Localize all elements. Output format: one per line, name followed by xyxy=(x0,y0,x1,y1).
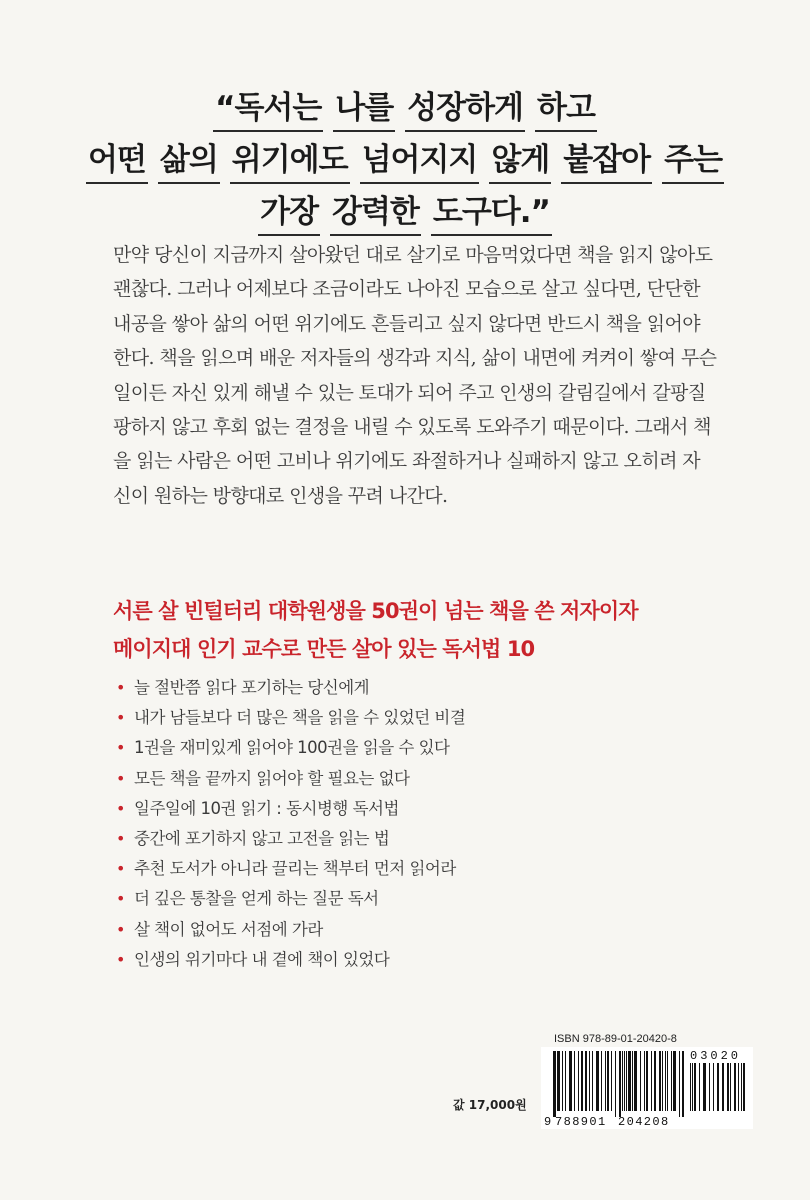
list-item xyxy=(116,794,676,824)
barcode-bar xyxy=(671,1051,672,1111)
quote-word: 하고 xyxy=(535,86,597,132)
list-item-label: 모든 책을 끝까지 읽어야 할 필요는 없다 xyxy=(134,768,410,788)
paragraph-line: 만약 당신이 지금까지 살아왔던 대로 살기로 마음먹었다면 책을 읽지 않아도 xyxy=(113,244,713,266)
quote-word: 가장 xyxy=(258,190,320,236)
quote-word: 위기에도 xyxy=(230,138,350,184)
barcode-bar xyxy=(738,1063,739,1111)
barcode-bar xyxy=(703,1063,706,1111)
bullet-icon: • xyxy=(116,949,125,969)
list-item xyxy=(116,703,676,733)
list-item xyxy=(116,733,676,763)
barcode-bar xyxy=(619,1051,621,1117)
list-item xyxy=(116,915,676,945)
barcode-bar xyxy=(741,1063,742,1111)
paragraph-line: 팡하지 않고 후회 없는 결정을 내릴 수 있도록 도와주기 때문이다. 그래서 책 xyxy=(113,416,711,439)
quote-word: 나를 xyxy=(333,86,395,132)
isbn-barcode xyxy=(541,1047,753,1129)
barcode-bar xyxy=(727,1063,729,1111)
barcode-bar xyxy=(743,1063,745,1111)
barcode-bar xyxy=(628,1051,631,1111)
barcode-bar xyxy=(601,1051,602,1111)
list-item-label: 살 책이 없어도 서점에 가라 xyxy=(134,919,323,939)
list-item-label: 더 깊은 통찰을 얻게 하는 질문 독서 xyxy=(134,889,379,909)
barcode-bar xyxy=(634,1051,637,1111)
quote-line xyxy=(0,138,810,190)
bullet-icon: • xyxy=(116,768,125,788)
list-item xyxy=(116,673,676,703)
quote-word: 않게 xyxy=(489,138,551,184)
barcode-right-digits: 204208 xyxy=(618,1115,670,1129)
bullet-icon: • xyxy=(116,919,125,939)
bullet-icon: • xyxy=(116,678,125,697)
list-item xyxy=(116,854,676,884)
paragraph-line: 일이든 자신 있게 해낼 수 있는 토대가 되어 주고 인생의 갈림길에서 갈팡질 xyxy=(113,381,706,404)
paragraph-line: 내공을 쌓아 삶의 어떤 위기에도 흔들리고 싶지 않다면 반드시 책을 읽어야 xyxy=(113,312,701,335)
barcode-bar xyxy=(667,1051,668,1111)
barcode-addon-digits: 03020 xyxy=(690,1049,742,1063)
paragraph-line: 한다. 책을 읽으며 배운 저자들의 생각과 지식, 삶이 내면에 켜켜이 쌓여 무슨 xyxy=(113,347,717,370)
list-item-label: 1권을 재미있게 읽어야 100권을 읽을 수 있다 xyxy=(134,738,450,758)
barcode-bar xyxy=(578,1051,579,1111)
paragraph-line: 을 읽는 사람은 어떤 고비나 위기에도 좌절하거나 실패하지 않고 오히려 자 xyxy=(113,450,701,473)
subheading-line: 서른 살 빈털터리 대학원생을 50권이 넘는 책을 쓴 저자이자 xyxy=(113,599,638,623)
barcode-bar xyxy=(694,1063,696,1111)
barcode-bar xyxy=(632,1051,633,1111)
barcode-bar xyxy=(624,1051,625,1111)
quote-word: 넘어지지 xyxy=(360,138,480,184)
list-item xyxy=(116,945,676,975)
barcode-bar xyxy=(596,1051,599,1111)
quote-word: 주는 xyxy=(662,138,724,184)
barcode-bar xyxy=(640,1051,641,1111)
barcode-bar xyxy=(611,1051,612,1111)
quote-word: 붙잡아 xyxy=(561,138,652,184)
barcode-bar xyxy=(615,1051,616,1117)
barcode-bar xyxy=(581,1051,583,1111)
barcode-bar xyxy=(713,1063,714,1111)
barcode-bar xyxy=(646,1051,648,1111)
barcode-bar xyxy=(722,1063,724,1111)
barcode-bar xyxy=(730,1063,731,1111)
bullet-icon: • xyxy=(116,708,125,728)
barcode-bar xyxy=(699,1063,700,1111)
list-item xyxy=(116,824,676,854)
barcode-left-digits: 788901 xyxy=(555,1115,607,1129)
barcode-bar xyxy=(709,1063,710,1111)
barcode-bar xyxy=(717,1063,719,1111)
barcode-bar xyxy=(665,1051,666,1111)
list-item-label: 늘 절반쯤 읽다 포기하는 당신에게 xyxy=(134,678,370,697)
barcode-bar xyxy=(651,1051,652,1111)
quote-word: 성장하게 xyxy=(405,86,525,132)
bullet-icon: • xyxy=(116,798,125,818)
barcode-bar xyxy=(569,1051,572,1111)
barcode-bar xyxy=(626,1051,627,1111)
list-item-label: 내가 남들보다 더 많은 책을 읽을 수 있었던 비결 xyxy=(134,708,466,728)
barcode-bar xyxy=(682,1051,684,1117)
list-item xyxy=(116,884,676,914)
barcode-bar xyxy=(557,1051,560,1111)
barcode-bar xyxy=(673,1051,676,1111)
paragraph-line: 신이 원하는 방향대로 인생을 꾸려 나간다. xyxy=(113,484,448,507)
barcode-bar xyxy=(585,1051,587,1111)
quote-word: 어떤 xyxy=(86,138,148,184)
barcode-bar xyxy=(692,1063,693,1111)
barcode-bar xyxy=(659,1051,661,1111)
quote-word: “독서는 xyxy=(213,86,323,132)
barcode-bar xyxy=(574,1051,575,1111)
barcode-bar xyxy=(605,1051,606,1111)
barcode-bar xyxy=(553,1051,556,1117)
barcode-bar xyxy=(734,1063,736,1111)
list-item-label: 추천 도서가 아니라 끌리는 책부터 먼저 읽어라 xyxy=(134,859,456,879)
bullet-icon: • xyxy=(116,738,125,758)
reading-method-list xyxy=(116,673,676,975)
barcode-bar xyxy=(679,1051,680,1117)
barcode-graphic xyxy=(541,1047,753,1129)
barcode-bar xyxy=(690,1063,691,1111)
barcode-bar xyxy=(644,1051,645,1111)
barcode-bar xyxy=(622,1051,623,1111)
quote-word: 도구다.” xyxy=(431,190,552,236)
red-subheading xyxy=(113,592,713,668)
barcode-bar xyxy=(607,1051,609,1111)
list-item-label: 중간에 포기하지 않고 고전을 읽는 법 xyxy=(134,828,390,848)
description-paragraph xyxy=(113,238,717,513)
barcode-bar xyxy=(592,1051,593,1111)
barcode-bar xyxy=(662,1051,663,1111)
quote-line xyxy=(0,190,810,242)
isbn-label: ISBN 978-89-01-20420-8 xyxy=(554,1033,677,1045)
bullet-icon: • xyxy=(116,889,125,909)
barcode-bar xyxy=(562,1051,563,1111)
bullet-icon: • xyxy=(116,828,125,848)
quote-line xyxy=(0,86,810,138)
subheading-line: 메이지대 인기 교수로 만든 살아 있는 독서법 10 xyxy=(113,637,535,661)
barcode-first-digit: 9 xyxy=(544,1115,552,1129)
list-item-label: 인생의 위기마다 내 곁에 책이 있었다 xyxy=(134,949,390,969)
barcode-bar xyxy=(565,1051,566,1111)
pull-quote xyxy=(0,86,810,242)
bullet-icon: • xyxy=(116,859,125,879)
barcode-bar xyxy=(654,1051,656,1111)
quote-word: 삶의 xyxy=(158,138,220,184)
barcode-bar xyxy=(589,1051,590,1111)
list-item xyxy=(116,764,676,794)
price-label: 값 17,000원 xyxy=(453,1098,527,1112)
paragraph-line: 괜찮다. 그러나 어제보다 조금이라도 나아진 모습으로 살고 싶다면, 단단한 xyxy=(113,278,701,301)
quote-word: 강력한 xyxy=(330,190,421,236)
list-item-label: 일주일에 10권 읽기 : 동시병행 독서법 xyxy=(134,798,399,818)
